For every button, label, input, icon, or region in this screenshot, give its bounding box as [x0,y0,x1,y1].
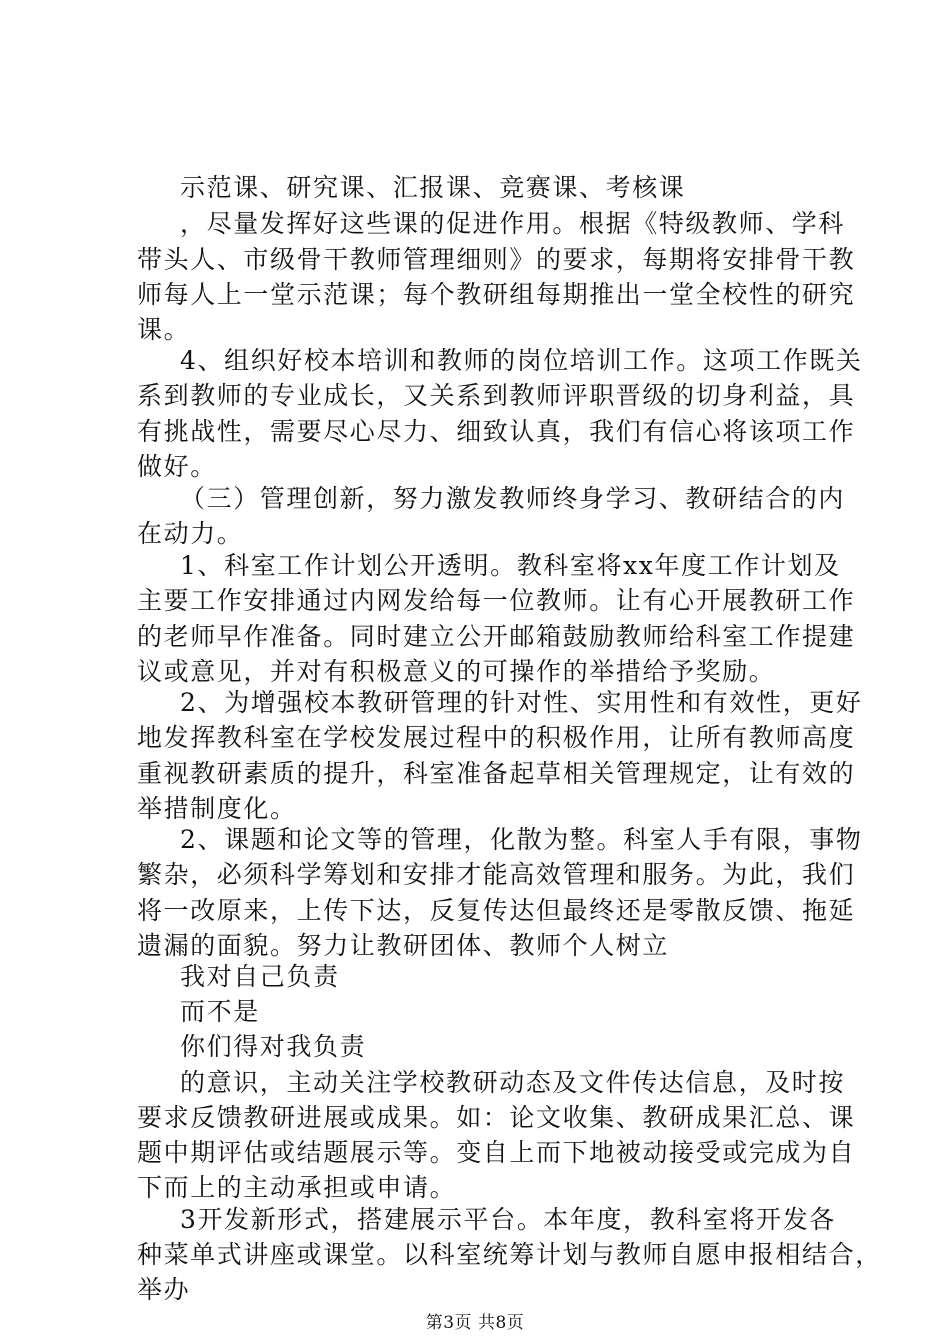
text-line: 2、课题和论文等的管理，化散为整。科室人手有限，事物 [180,825,863,854]
text-line: 而不是 [180,997,260,1026]
text-line: 要求反馈教研进展或成果。如：论文收集、教研成果汇总、课 [137,1103,856,1132]
text-line: 举办 [137,1275,191,1304]
text-line: 3开发新形式，搭建展示平台。本年度，教科室将开发各 [180,1205,836,1234]
text-line: 你们得对我负责 [180,1032,367,1061]
text-line: 示范课、研究课、汇报课、竞赛课、考核课 [180,173,686,202]
text-line: 系到教师的专业成长，又关系到教师评职晋级的切身利益，具 [137,381,856,410]
text-line: 的老师早作准备。同时建立公开邮箱鼓励教师给科室工作提建 [137,622,856,651]
text-line: 1、科室工作计划公开透明。教科室将xx年度工作计划及 [180,551,841,580]
text-line: 做好。 [137,452,217,481]
text-line: 有挑战性，需要尽心尽力、细致认真，我们有信心将该项工作 [137,417,856,446]
text-line: 地发挥教科室在学校发展过程中的积极作用，让所有教师高度 [137,723,856,752]
text-line: 下而上的主动承担或申请。 [137,1173,457,1202]
text-line: 题中期评估或结题展示等。变自上而下地被动接受或完成为自 [137,1138,856,1167]
section-heading: （三）管理创新，努力激发教师终身学习、教研结合的内 [180,484,846,513]
text-line: 课。 [137,315,191,344]
text-line: 师每人上一堂示范课；每个教研组每期推出一堂全校性的研究 [137,280,856,309]
text-line: 的意识，主动关注学校教研动态及文件传达信息，及时按 [180,1068,846,1097]
text-line: 带头人、市级骨干教师管理细则》的要求，每期将安排骨干教 [137,245,856,274]
text-line: 2、为增强校本教研管理的针对性、实用性和有效性，更好 [180,688,863,717]
text-line: 主要工作安排通过内网发给每一位教师。让有心开展教研工作 [137,586,856,615]
text-line: 繁杂，必须科学筹划和安排才能高效管理和服务。为此，我们 [137,860,856,889]
text-line: 将一改原来，上传下达，反复传达但最终还是零散反馈、拖延 [137,896,856,925]
section-heading: 在动力。 [137,519,244,548]
text-line: 种菜单式讲座或课堂。以科室统筹计划与教师自愿申报相结合， [137,1240,882,1269]
text-line: 4、组织好校本培训和教师的岗位培训工作。这项工作既关 [180,346,863,375]
text-line: 举措制度化。 [137,794,297,823]
page-number-footer: 第3页 共8页 [425,1313,525,1333]
text-line: 我对自己负责 [180,962,340,991]
text-line: 重视教研素质的提升，科室准备起草相关管理规定，让有效的 [137,759,856,788]
text-line: 议或意见，并对有积极意义的可操作的举措给予奖励。 [137,657,776,686]
text-line: ，尽量发挥好这些课的促进作用。根据《特级教师、学科 [180,209,846,238]
text-line: 遗漏的面貌。努力让教研团体、教师个人树立 [137,931,670,960]
